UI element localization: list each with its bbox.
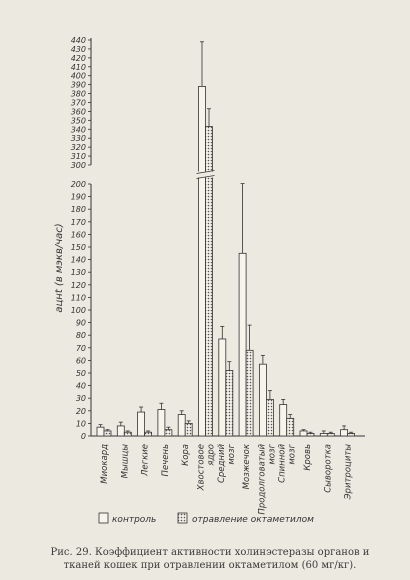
bar-control <box>239 253 246 436</box>
bar-poisoned <box>124 432 131 436</box>
category-labels <box>100 443 354 514</box>
y-tick-label: 90 <box>75 318 86 328</box>
y-tick-label: 340 <box>70 125 86 135</box>
bar-poisoned <box>287 418 294 436</box>
bar-control <box>158 410 165 436</box>
bar-poisoned <box>104 431 111 436</box>
y-tick-label: 80 <box>75 331 86 341</box>
y-tick-label: 110 <box>70 293 86 303</box>
y-tick-label: 370 <box>70 98 86 108</box>
category-label: Продолговатый <box>257 444 268 515</box>
bar-control <box>138 412 145 436</box>
y-tick-label: 100 <box>70 306 86 315</box>
y-tick-label: 170 <box>70 217 86 227</box>
y-tick-label: 50 <box>75 369 86 378</box>
category-label: Миокард <box>100 444 110 484</box>
category-label: мозг <box>267 444 278 465</box>
y-tick-label: 350 <box>70 116 86 126</box>
bar-poisoned <box>246 350 253 436</box>
bar-poisoned <box>165 430 172 436</box>
y-tick-label: 400 <box>70 71 86 81</box>
category-label: мозг <box>287 444 298 465</box>
bar-poisoned <box>185 423 192 436</box>
bar-poisoned <box>307 433 314 436</box>
category-label: Легкие <box>140 444 151 476</box>
figure-caption <box>20 546 400 572</box>
y-tick-label: 420 <box>70 53 86 63</box>
category-label: Кровь <box>303 444 313 471</box>
y-tick-label: 200 <box>70 180 86 189</box>
bar-poisoned <box>266 399 273 436</box>
y-tick-label: 390 <box>70 80 86 90</box>
caption-line-2: тканей кошек при отравлении октаметилом (60 мг/кг). <box>63 560 357 571</box>
category-label: Мышцы <box>120 444 131 479</box>
y-tick-label: 160 <box>70 230 86 240</box>
y-tick-label: 330 <box>70 134 86 144</box>
category-label: Сыворотка <box>323 444 334 493</box>
y-tick-label: 70 <box>75 343 86 353</box>
y-axis-title: ацнt (в мэкв/час) <box>54 223 65 313</box>
bar-control <box>178 415 185 436</box>
y-tick-label: 30 <box>75 394 86 404</box>
bar-control <box>97 427 104 436</box>
bar-control <box>320 433 327 436</box>
category-label: мозг <box>226 444 237 465</box>
category-label: Хвостовое <box>196 444 207 491</box>
legend-label-control: контроль <box>112 515 157 525</box>
category-label: Эритроциты <box>343 444 354 500</box>
legend-label-poisoned: отравление октаметилом <box>192 515 314 525</box>
bar-control <box>341 430 348 436</box>
category-label: ядро <box>206 444 217 466</box>
y-tick-label: 300 <box>70 161 86 170</box>
category-label: Кора <box>181 444 192 466</box>
bar-control <box>259 364 266 436</box>
y-tick-label: 440 <box>70 36 86 45</box>
y-tick-label: 360 <box>70 107 86 117</box>
y-tick-label: 150 <box>70 243 86 252</box>
bars <box>97 42 355 436</box>
bar-control <box>199 86 206 436</box>
category-label: Средний <box>216 444 227 484</box>
category-label: Спинной <box>277 444 288 483</box>
y-tick-label: 320 <box>70 143 86 153</box>
y-tick-label: 10 <box>75 419 86 429</box>
y-tick-label: 0 <box>80 432 86 441</box>
bar-control <box>117 426 124 436</box>
bar-control <box>219 339 226 436</box>
bar-control <box>300 431 307 436</box>
y-tick-label: 40 <box>75 381 86 391</box>
y-tick-label: 140 <box>70 255 86 265</box>
legend <box>99 513 314 525</box>
bar-control <box>280 405 287 437</box>
y-tick-label: 190 <box>70 192 86 202</box>
category-label: Мозжечок <box>242 444 253 490</box>
bar-poisoned <box>327 433 334 436</box>
y-tick-label: 120 <box>70 280 86 290</box>
category-label: Печень <box>160 444 171 477</box>
y-tick-label: 180 <box>70 205 86 215</box>
y-tick-label: 430 <box>70 44 86 54</box>
y-tick-label: 60 <box>75 356 86 366</box>
legend-swatch-control <box>99 513 108 523</box>
bar-poisoned <box>348 433 355 436</box>
caption-line-1: Рис. 29. Коэффициент активности холинэстеразы органов и <box>50 547 370 558</box>
y-tick-label: 310 <box>70 152 86 162</box>
legend-swatch-poisoned <box>178 513 187 523</box>
y-tick-label: 20 <box>75 406 86 416</box>
y-tick-label: 130 <box>70 268 86 278</box>
y-tick-label: 410 <box>70 62 86 72</box>
bar-poisoned <box>145 432 152 436</box>
bar-poisoned <box>226 370 233 436</box>
y-tick-label: 380 <box>70 89 86 99</box>
